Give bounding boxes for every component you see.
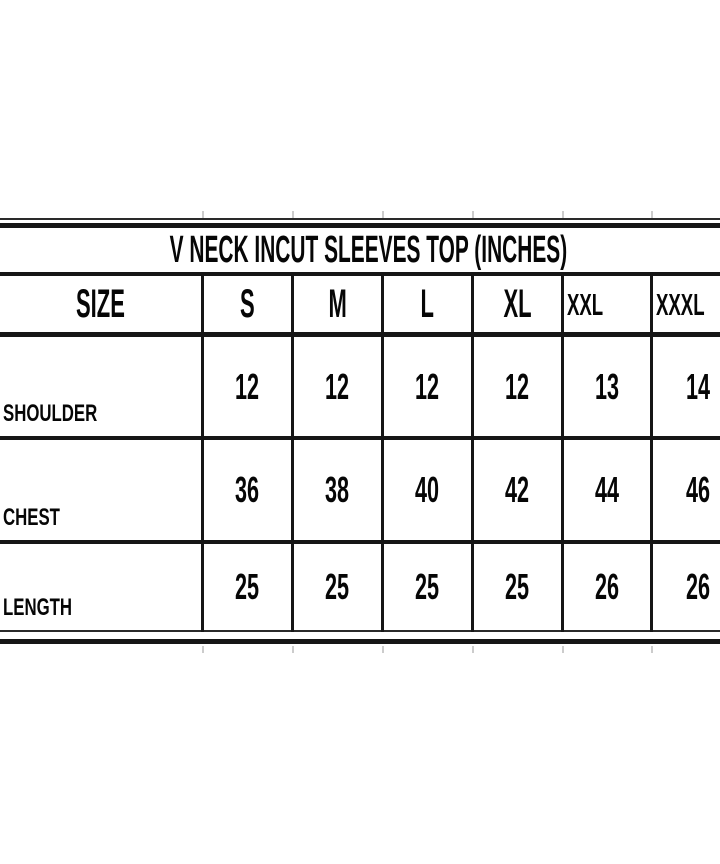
table-title: V NECK INCUT SLEEVES TOP (INCHES) bbox=[169, 228, 567, 271]
table-border-below-title bbox=[0, 272, 720, 276]
chest-xxxl-cell: 46 bbox=[685, 469, 711, 510]
table-header-row bbox=[0, 277, 720, 332]
length-xl-cell: 25 bbox=[505, 566, 530, 607]
row-label-length: LENGTH bbox=[3, 594, 73, 621]
column-tick-bottom bbox=[202, 646, 204, 653]
table-row-chest bbox=[0, 440, 720, 540]
table-title-row bbox=[16, 228, 720, 272]
column-header-m: M bbox=[328, 282, 347, 326]
table-border-bottom-thin bbox=[0, 630, 720, 632]
length-l-cell: 25 bbox=[415, 566, 440, 607]
table-row-length bbox=[0, 544, 720, 630]
column-header-xxxl: XXXL bbox=[656, 286, 705, 322]
column-header-xxl: XXL bbox=[567, 286, 604, 322]
column-tick-bottom bbox=[292, 646, 294, 653]
chest-xxl-cell: 44 bbox=[594, 469, 620, 510]
chest-l-cell: 40 bbox=[415, 469, 440, 510]
column-tick-top bbox=[382, 211, 384, 218]
column-tick-top bbox=[292, 211, 294, 218]
table-border-bottom-thick bbox=[0, 639, 720, 644]
shoulder-xl-cell: 12 bbox=[505, 365, 530, 407]
column-tick-top bbox=[562, 211, 564, 218]
shoulder-l-cell: 12 bbox=[415, 365, 440, 407]
length-s-cell: 25 bbox=[235, 566, 260, 607]
table-row-shoulder bbox=[0, 337, 720, 436]
length-xxxl-cell: 26 bbox=[685, 566, 711, 607]
column-tick-bottom bbox=[651, 646, 653, 653]
length-m-cell: 25 bbox=[325, 566, 350, 607]
shoulder-xxl-cell: 13 bbox=[594, 365, 620, 407]
shoulder-s-cell: 12 bbox=[235, 365, 260, 407]
column-header-size: SIZE bbox=[76, 282, 125, 326]
column-header-xl: XL bbox=[503, 282, 532, 326]
column-tick-top bbox=[472, 211, 474, 218]
chest-xl-cell: 42 bbox=[505, 469, 530, 510]
chest-s-cell: 36 bbox=[235, 469, 260, 510]
column-tick-bottom bbox=[472, 646, 474, 653]
shoulder-m-cell: 12 bbox=[325, 365, 350, 407]
row-label-shoulder: SHOULDER bbox=[3, 400, 98, 427]
shoulder-xxxl-cell: 14 bbox=[685, 365, 711, 407]
column-tick-top bbox=[202, 211, 204, 218]
length-xxl-cell: 26 bbox=[594, 566, 620, 607]
chest-m-cell: 38 bbox=[325, 469, 350, 510]
column-header-s: S bbox=[240, 282, 255, 326]
table-border-top-thin bbox=[0, 218, 720, 220]
row-label-chest: CHEST bbox=[3, 504, 60, 531]
column-tick-top bbox=[651, 211, 653, 218]
column-header-l: L bbox=[420, 282, 435, 326]
column-tick-bottom bbox=[562, 646, 564, 653]
column-tick-bottom bbox=[382, 646, 384, 653]
